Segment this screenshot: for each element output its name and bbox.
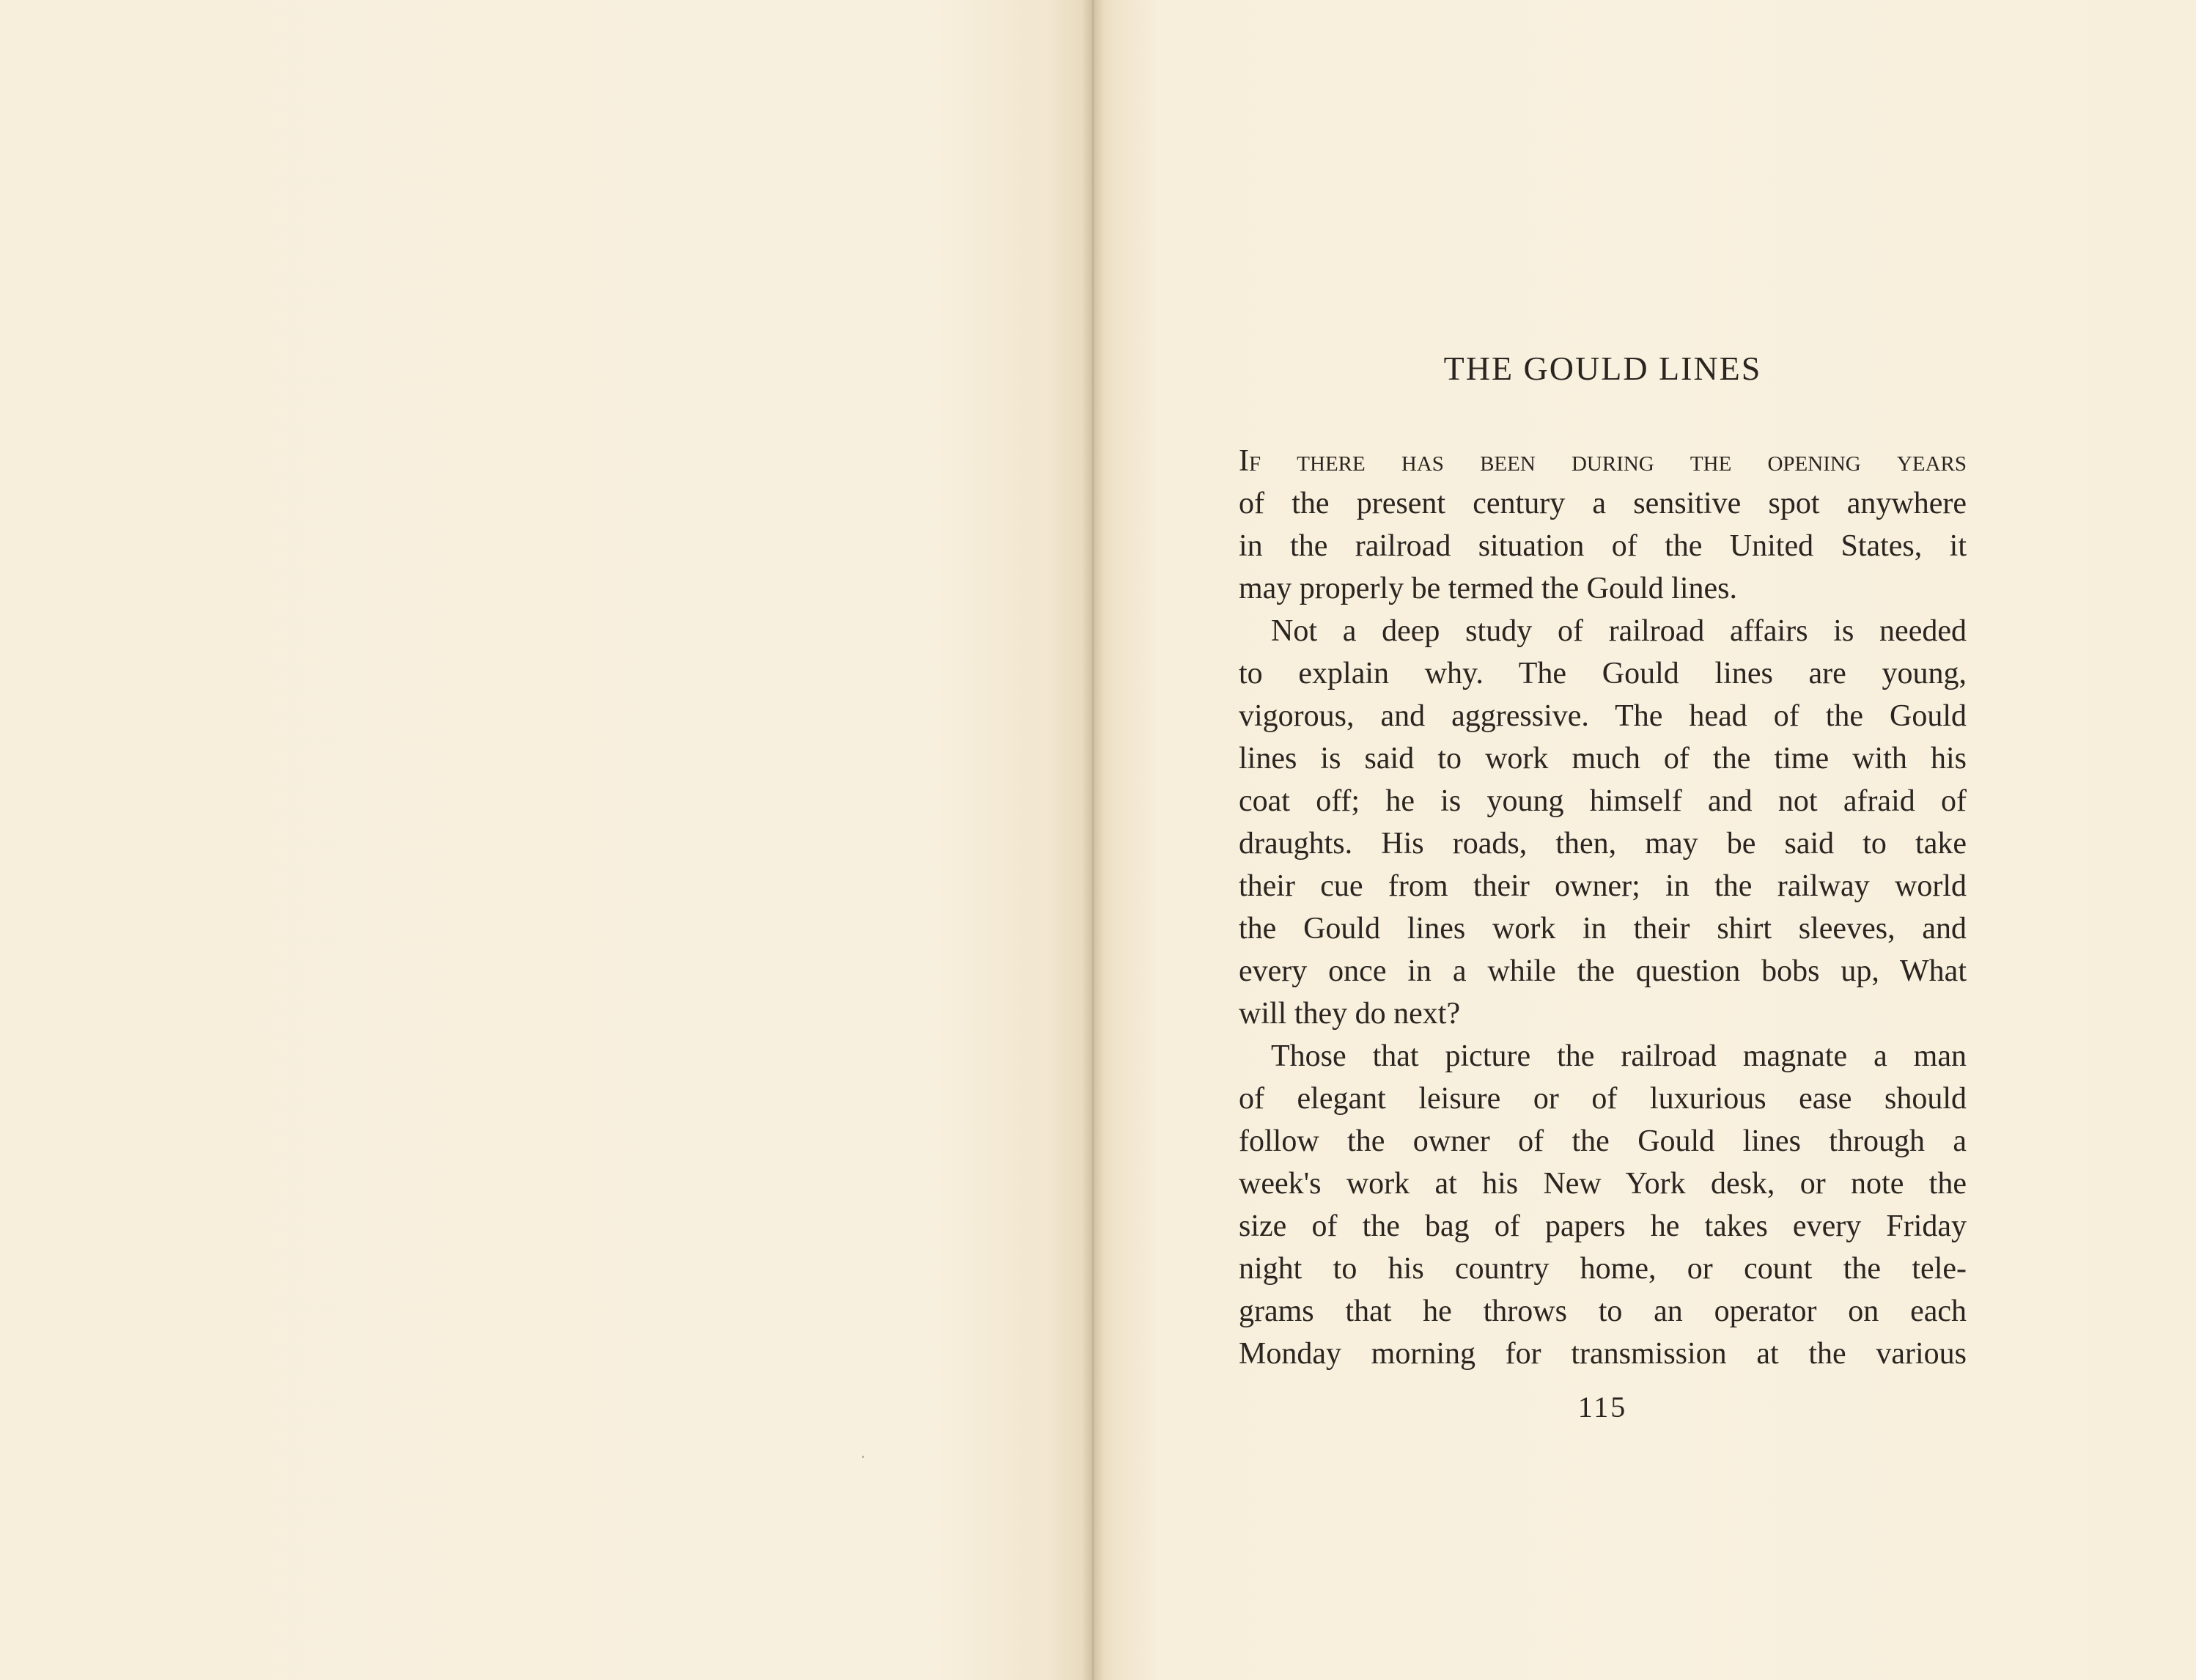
- paragraph-2-line-8: the Gould lines work in their shirt sleeves, and: [1239, 912, 1967, 946]
- paragraph-3-line-5: size of the bag of papers he takes every Friday: [1239, 1209, 1967, 1243]
- paragraph-2-line-2: to explain why. The Gould lines are young,: [1239, 657, 1967, 690]
- paragraph-3-line-8: Monday morning for transmission at the various: [1239, 1337, 1967, 1371]
- paragraph-1-line-3: in the railroad situation of the United States, it: [1239, 529, 1967, 563]
- paragraph-1-line-4: may properly be termed the Gould lines.: [1239, 572, 1737, 605]
- chapter-title: THE GOULD LINES: [1443, 350, 1762, 387]
- paragraph-3-line-1: Those that picture the railroad magnate a man: [1271, 1039, 1967, 1073]
- paragraph-3-line-3: follow the owner of the Gould lines through a: [1239, 1124, 1967, 1158]
- paragraph-2-line-9: every once in a while the question bobs up, What: [1239, 954, 1967, 988]
- page-number: 115: [1577, 1390, 1628, 1423]
- paper-speck: [862, 1456, 864, 1458]
- paragraph-2-line-1: Not a deep study of railroad affairs is needed: [1271, 614, 1967, 648]
- paragraph-3-line-4: week's work at his New York desk, or note the: [1239, 1167, 1967, 1201]
- paragraph-2-line-3: vigorous, and aggressive. The head of the Gould: [1239, 699, 1967, 733]
- paragraph-1-line-2: of the present century a sensitive spot anywhere: [1239, 487, 1967, 520]
- paragraph-2-line-6: draughts. His roads, then, may be said to take: [1239, 827, 1967, 861]
- paragraph-3-line-2: of elegant leisure or of luxurious ease should: [1239, 1082, 1967, 1116]
- paragraph-2-line-4: lines is said to work much of the time with his: [1239, 742, 1967, 775]
- paragraph-1-line-1: If there has been during the opening years: [1239, 444, 1967, 478]
- paragraph-2-line-5: coat off; he is young himself and not afraid of: [1239, 784, 1967, 818]
- paragraph-2-line-10: will they do next?: [1239, 997, 1461, 1031]
- book-gutter: [1082, 0, 1104, 1680]
- paragraph-3-line-6: night to his country home, or count the tele-: [1239, 1252, 1967, 1286]
- left-page-blank: [0, 0, 1092, 1680]
- paragraph-2-line-7: their cue from their owner; in the railway world: [1239, 869, 1967, 903]
- paragraph-3-line-7: grams that he throws to an operator on each: [1239, 1294, 1967, 1328]
